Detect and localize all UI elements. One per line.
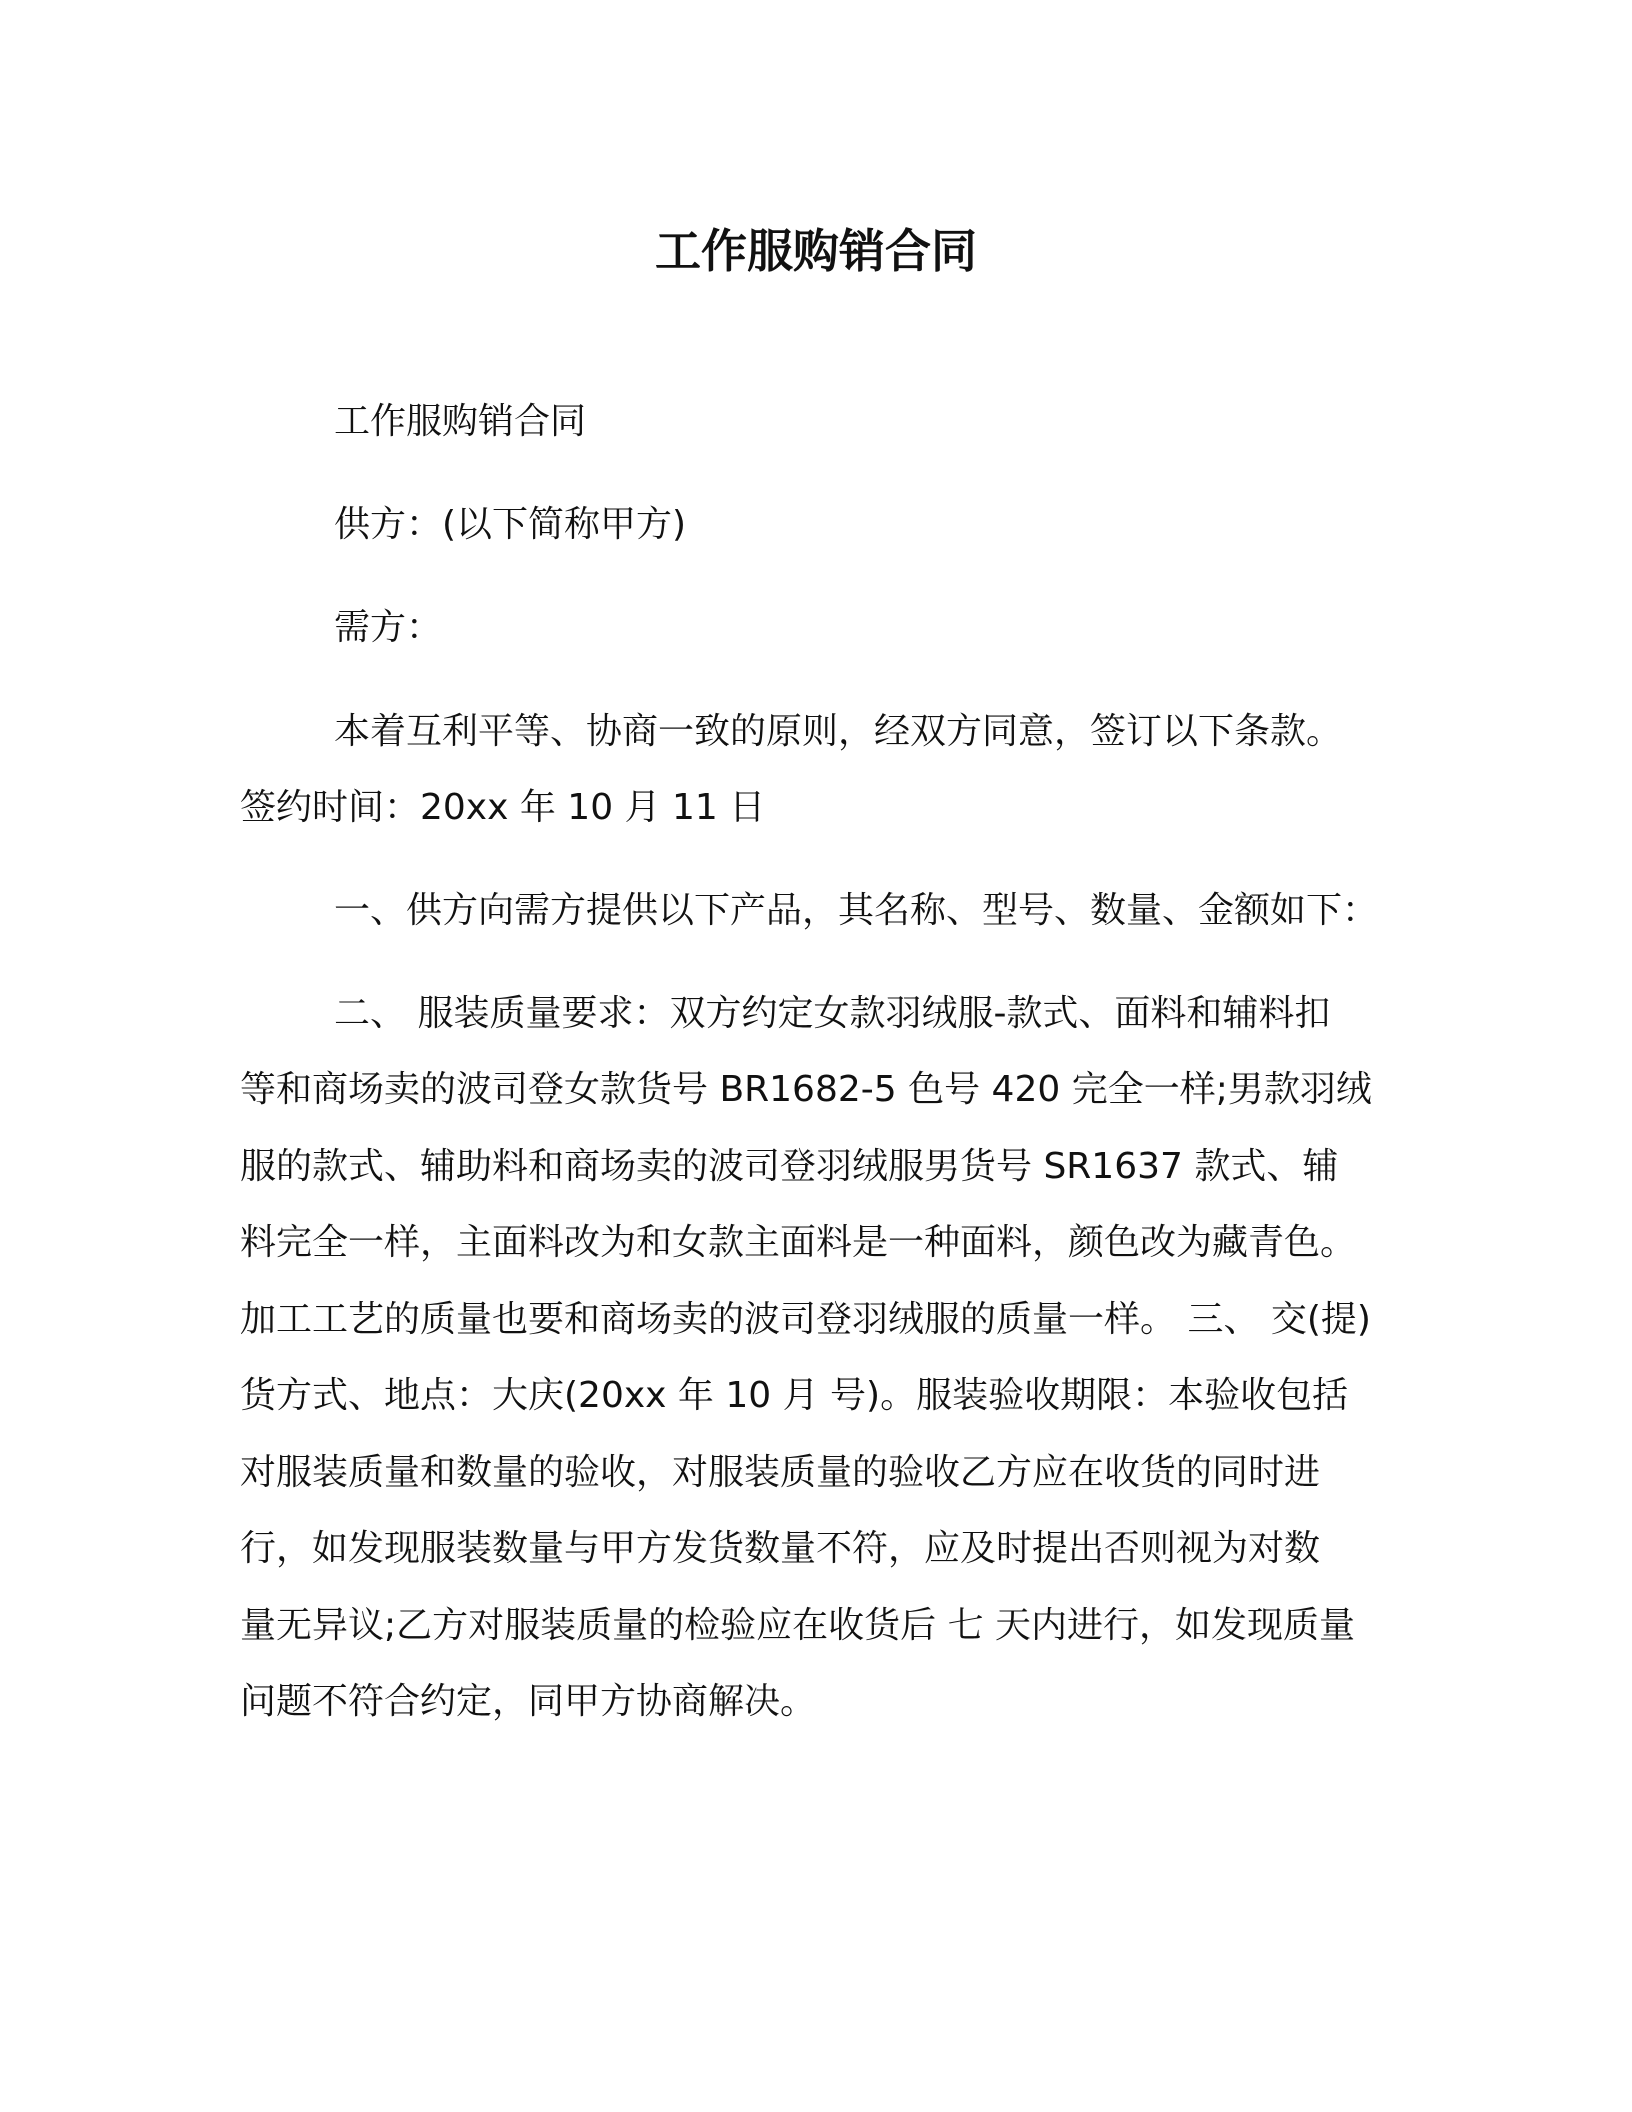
buyer-line: 需方： bbox=[334, 607, 443, 648]
clause-three-line-3: 行，如发现服装数量与甲方发货数量不符，应及时提出否则视为对数 bbox=[240, 1528, 1321, 1569]
clause-three-line-4: 量无异议;乙方对服装质量的检验应在收货后 七 天内进行，如发现质量 bbox=[240, 1605, 1356, 1646]
principle-line: 本着互利平等、协商一致的原则，经双方同意，签订以下条款。 bbox=[334, 711, 1343, 752]
clause-three-line-5: 问题不符合约定，同甲方协商解决。 bbox=[240, 1681, 817, 1722]
clause-two-line-3: 服的款式、辅助料和商场卖的波司登羽绒服男货号 SR1637 款式、辅 bbox=[240, 1146, 1339, 1187]
clause-two-line-1: 二、 服装质量要求：双方约定女款羽绒服-款式、面料和辅料扣 bbox=[334, 993, 1331, 1034]
clause-two-line-4: 料完全一样，主面料改为和女款主面料是一种面料，颜色改为藏青色。 bbox=[240, 1222, 1357, 1263]
clause-two-line-5: 加工工艺的质量也要和商场卖的波司登羽绒服的质量一样。 三、 交(提) bbox=[240, 1299, 1371, 1340]
clause-one: 一、供方向需方提供以下产品，其名称、型号、数量、金额如下： bbox=[334, 890, 1379, 931]
clause-two-line-2: 等和商场卖的波司登女款货号 BR1682-5 色号 420 完全一样;男款羽绒 bbox=[240, 1069, 1372, 1110]
supplier-line: 供方：(以下简称甲方) bbox=[334, 504, 687, 545]
clause-three-line-2: 对服装质量和数量的验收，对服装质量的验收乙方应在收货的同时进 bbox=[240, 1452, 1321, 1493]
clause-three-line-1: 货方式、地点：大庆(20xx 年 10 月 号)。服装验收期限：本验收包括 bbox=[240, 1375, 1349, 1416]
document-title: 工作服购销合同 bbox=[655, 224, 977, 278]
contract-heading: 工作服购销合同 bbox=[334, 401, 587, 442]
signing-date-line: 签约时间：20xx 年 10 月 11 日 bbox=[240, 787, 766, 828]
